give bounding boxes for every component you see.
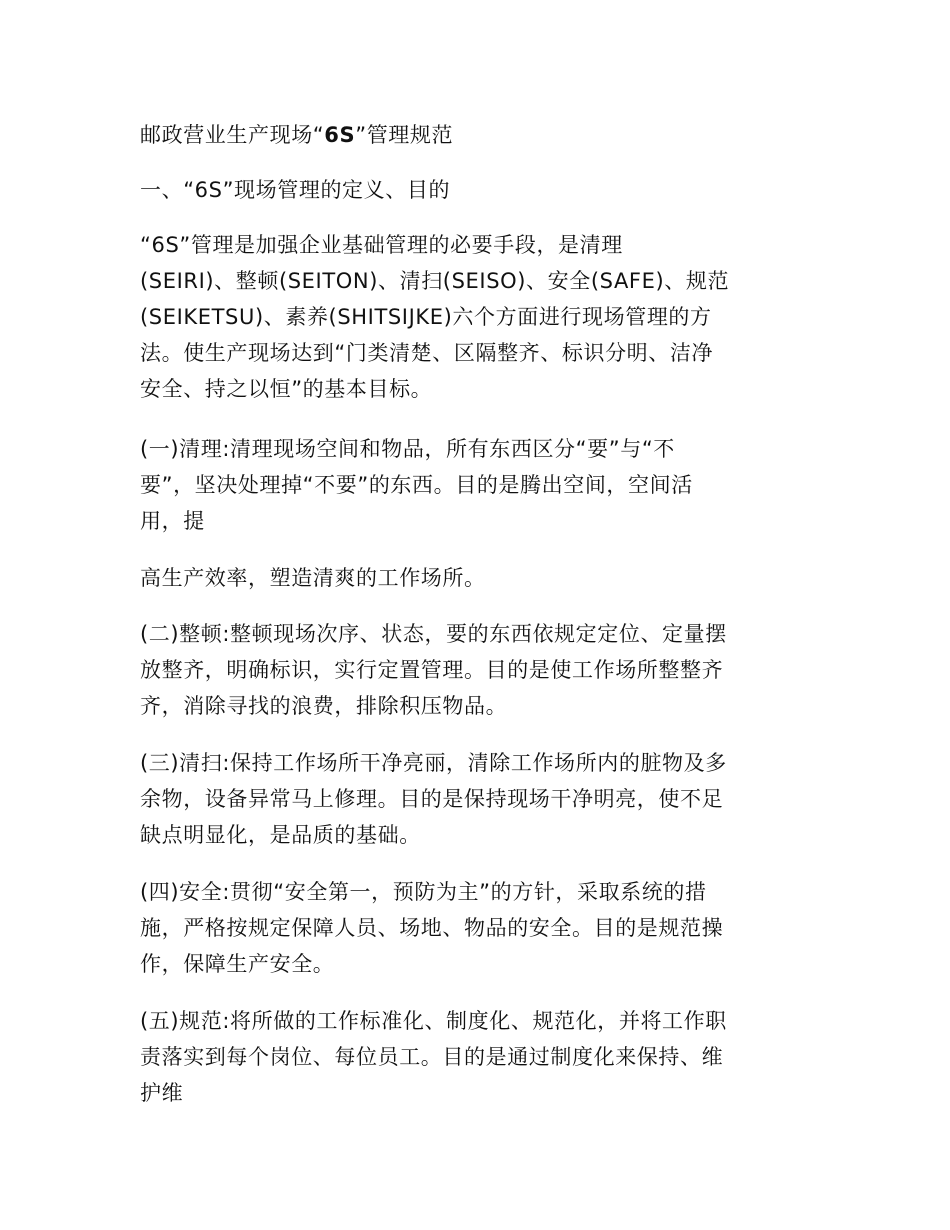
paragraph-line: 用，提 — [140, 509, 205, 533]
paragraph-line: (SEIRI)、整顿(SEITON)、清扫(SEISO)、安全(SAFE)、规范 — [140, 269, 730, 293]
paragraph-seiri — [140, 431, 820, 539]
paragraph-line: 作，保障生产安全。 — [140, 952, 335, 976]
paragraph-line: (二)整顿:整顿现场次序、状态，要的东西依规定定位、定量摆 — [140, 622, 727, 646]
paragraph-line: 缺点明显化，是品质的基础。 — [140, 823, 421, 847]
paragraph-line: (SEIKETSU)、素养(SHITSIJKE)六个方面进行现场管理的方 — [140, 305, 712, 329]
paragraph-line: 施，严格按规定保障人员、场地、物品的安全。目的是规范操 — [140, 916, 724, 940]
paragraph-safe — [140, 874, 820, 982]
paragraph-line: “6S”管理是加强企业基础管理的必要手段，是清理 — [140, 233, 623, 257]
paragraph-line: 要”，坚决处理掉“不要”的东西。目的是腾出空间，空间活 — [140, 473, 693, 497]
paragraph-line: 齐，消除寻找的浪费，排除积压物品。 — [140, 694, 508, 718]
section-heading — [140, 172, 820, 208]
paragraph-line: (五)规范:将所做的工作标准化、制度化、规范化，并将工作职 — [140, 1009, 727, 1033]
title-line — [140, 117, 820, 153]
section-heading-line: 一、“6S”现场管理的定义、目的 — [140, 178, 451, 202]
paragraph-line: 放整齐，明确标识，实行定置管理。目的是使工作场所整整齐 — [140, 658, 724, 682]
paragraph-line: 余物，设备异常马上修理。目的是保持现场干净明亮，使不足 — [140, 787, 724, 811]
paragraph-line: 安全、持之以恒”的基本目标。 — [140, 377, 433, 401]
paragraph-line: 法。使生产现场达到“门类清楚、区隔整齐、标识分明、洁净 — [140, 341, 714, 365]
paragraph-line: 护维 — [140, 1081, 184, 1105]
paragraph-line: (三)清扫:保持工作场所干净亮丽，清除工作场所内的脏物及多 — [140, 751, 727, 775]
paragraph-line: 责落实到每个岗位、每位员工。目的是通过制度化来保持、维 — [140, 1045, 724, 1069]
document-title — [140, 117, 820, 153]
paragraph-definition — [140, 227, 820, 407]
title-bold-6s: 6S — [324, 123, 356, 147]
paragraph-seiso — [140, 745, 820, 853]
title-prefix: 邮政营业生产现场“ — [140, 123, 325, 147]
paragraph-line: (四)安全:贯彻“安全第一，预防为主”的方针，采取系统的措 — [140, 880, 707, 904]
paragraph-line: 高生产效率，塑造清爽的工作场所。 — [140, 566, 486, 590]
paragraph-seiri-continued — [140, 560, 820, 596]
paragraph-seiton — [140, 616, 820, 724]
paragraph-seiketsu — [140, 1003, 820, 1111]
paragraph-line: (一)清理:清理现场空间和物品，所有东西区分“要”与“不 — [140, 437, 675, 461]
title-suffix: ”管理规范 — [355, 123, 454, 147]
